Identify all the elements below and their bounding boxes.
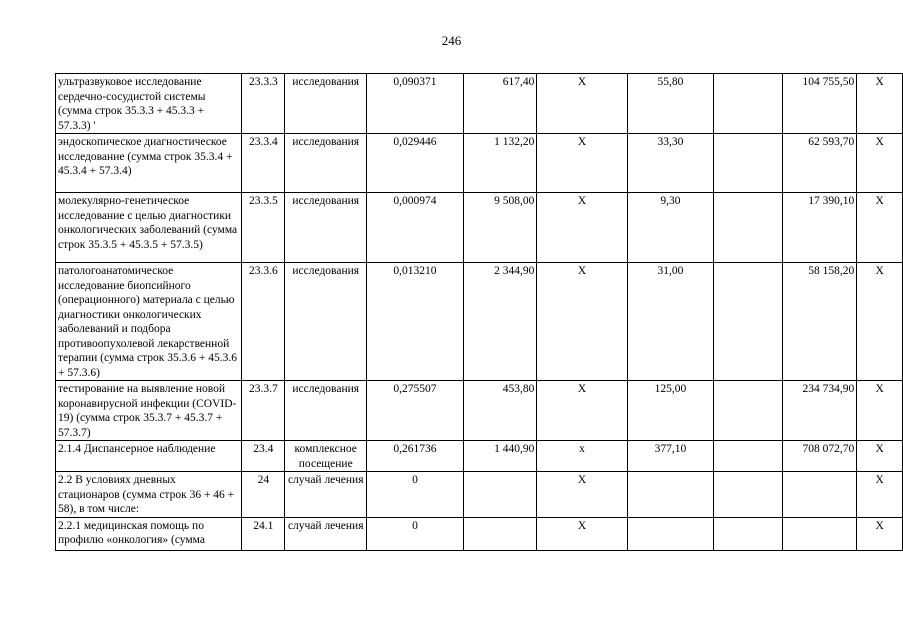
row-mark-end-cell: X xyxy=(857,472,903,518)
row-mark-end-cell: X xyxy=(857,517,903,550)
row-total-cell: 58 158,20 xyxy=(782,263,857,381)
row-total-cell: 708 072,70 xyxy=(782,441,857,472)
row-rate-cell: 377,10 xyxy=(627,441,714,472)
row-name-cell: 2.1.4 Диспансерное наблюдение xyxy=(56,441,242,472)
table-row xyxy=(56,472,903,518)
row-cost-cell: 1 440,90 xyxy=(463,441,537,472)
row-empty-cell xyxy=(714,472,782,518)
row-code-cell: 23.4 xyxy=(242,441,285,472)
row-empty-cell xyxy=(714,517,782,550)
row-unit-cell: исследования xyxy=(285,193,367,263)
row-norm-cell: 0,013210 xyxy=(367,263,464,381)
row-mark-cell: X xyxy=(537,263,627,381)
row-code-cell: 24.1 xyxy=(242,517,285,550)
row-empty-cell xyxy=(714,263,782,381)
row-name-cell: молекулярно-генетическое исследование с целью диагностики онкологических заболеваний (сумма строк 35.3.5 + 45.3.5 + 57.3.5) xyxy=(56,193,242,263)
row-total-cell: 62 593,70 xyxy=(782,134,857,193)
table-row xyxy=(56,263,903,381)
row-cost-cell xyxy=(463,517,537,550)
row-code-cell: 23.3.3 xyxy=(242,74,285,134)
row-unit-cell: комплексное посещение xyxy=(285,441,367,472)
row-total-cell: 104 755,50 xyxy=(782,74,857,134)
row-name-cell: тестирование на выявление новой коронавирусной инфекции (COVID-19) (сумма строк 35.3.7 + 45.3.7 + 57.3.7) xyxy=(56,381,242,441)
row-code-cell: 23.3.6 xyxy=(242,263,285,381)
row-total-cell: 17 390,10 xyxy=(782,193,857,263)
row-norm-cell: 0 xyxy=(367,472,464,518)
row-rate-cell xyxy=(627,517,714,550)
row-mark-end-cell: X xyxy=(857,193,903,263)
row-mark-cell: X xyxy=(537,134,627,193)
row-cost-cell: 453,80 xyxy=(463,381,537,441)
row-unit-cell: исследования xyxy=(285,134,367,193)
row-norm-cell: 0,261736 xyxy=(367,441,464,472)
row-mark-cell: X xyxy=(537,74,627,134)
table-row xyxy=(56,381,903,441)
row-code-cell: 24 xyxy=(242,472,285,518)
row-rate-cell: 55,80 xyxy=(627,74,714,134)
row-norm-cell: 0,090371 xyxy=(367,74,464,134)
row-code-cell: 23.3.4 xyxy=(242,134,285,193)
row-code-cell: 23.3.7 xyxy=(242,381,285,441)
page-number: 246 xyxy=(441,33,462,48)
row-norm-cell: 0,000974 xyxy=(367,193,464,263)
row-name-cell: 2.2.1 медицинская помощь по профилю «онкология» (сумма xyxy=(56,517,242,550)
row-name-cell: эндоскопическое диагностическое исследование (сумма строк 35.3.4 + 45.3.4 + 57.3.4) xyxy=(56,134,242,193)
row-rate-cell: 9,30 xyxy=(627,193,714,263)
row-empty-cell xyxy=(714,134,782,193)
row-mark-end-cell: X xyxy=(857,263,903,381)
row-rate-cell: 125,00 xyxy=(627,381,714,441)
row-unit-cell: случай лечения xyxy=(285,472,367,518)
row-unit-cell: исследования xyxy=(285,263,367,381)
row-mark-end-cell: X xyxy=(857,74,903,134)
row-norm-cell: 0,275507 xyxy=(367,381,464,441)
row-cost-cell: 2 344,90 xyxy=(463,263,537,381)
row-total-cell: 234 734,90 xyxy=(782,381,857,441)
row-cost-cell: 1 132,20 xyxy=(463,134,537,193)
data-table xyxy=(55,73,903,551)
row-unit-cell: исследования xyxy=(285,74,367,134)
table-row xyxy=(56,441,903,472)
row-name-cell: 2.2 В условиях дневных стационаров (сумма строк 36 + 46 + 58), в том числе: xyxy=(56,472,242,518)
row-mark-cell: X xyxy=(537,517,627,550)
row-code-cell: 23.3.5 xyxy=(242,193,285,263)
row-total-cell xyxy=(782,517,857,550)
row-total-cell xyxy=(782,472,857,518)
row-norm-cell: 0,029446 xyxy=(367,134,464,193)
row-mark-cell: X xyxy=(537,381,627,441)
row-unit-cell: случай лечения xyxy=(285,517,367,550)
row-empty-cell xyxy=(714,381,782,441)
table-row xyxy=(56,74,903,134)
row-mark-cell: X xyxy=(537,472,627,518)
row-mark-cell: x xyxy=(537,441,627,472)
row-empty-cell xyxy=(714,441,782,472)
table-row xyxy=(56,134,903,193)
row-empty-cell xyxy=(714,193,782,263)
row-cost-cell: 9 508,00 xyxy=(463,193,537,263)
row-rate-cell: 31,00 xyxy=(627,263,714,381)
row-name-cell: патологоанатомическое исследование биопсийного (операционного) материала с целью диагностики онкологических заболеваний и подбора противоопухолевой лекарственной терапии (сумма строк 35.3.6 + 45.3.6 + 57.3.6) xyxy=(56,263,242,381)
row-rate-cell xyxy=(627,472,714,518)
row-unit-cell: исследования xyxy=(285,381,367,441)
table-row xyxy=(56,193,903,263)
row-mark-end-cell: X xyxy=(857,134,903,193)
row-name-cell: ультразвуковое исследование сердечно-сосудистой системы (сумма строк 35.3.3 + 45.3.3 + 57.3.3) ' xyxy=(56,74,242,134)
table-row xyxy=(56,517,903,550)
row-mark-end-cell: X xyxy=(857,381,903,441)
row-norm-cell: 0 xyxy=(367,517,464,550)
row-mark-cell: X xyxy=(537,193,627,263)
row-cost-cell xyxy=(463,472,537,518)
row-rate-cell: 33,30 xyxy=(627,134,714,193)
row-mark-end-cell: X xyxy=(857,441,903,472)
row-cost-cell: 617,40 xyxy=(463,74,537,134)
row-empty-cell xyxy=(714,74,782,134)
